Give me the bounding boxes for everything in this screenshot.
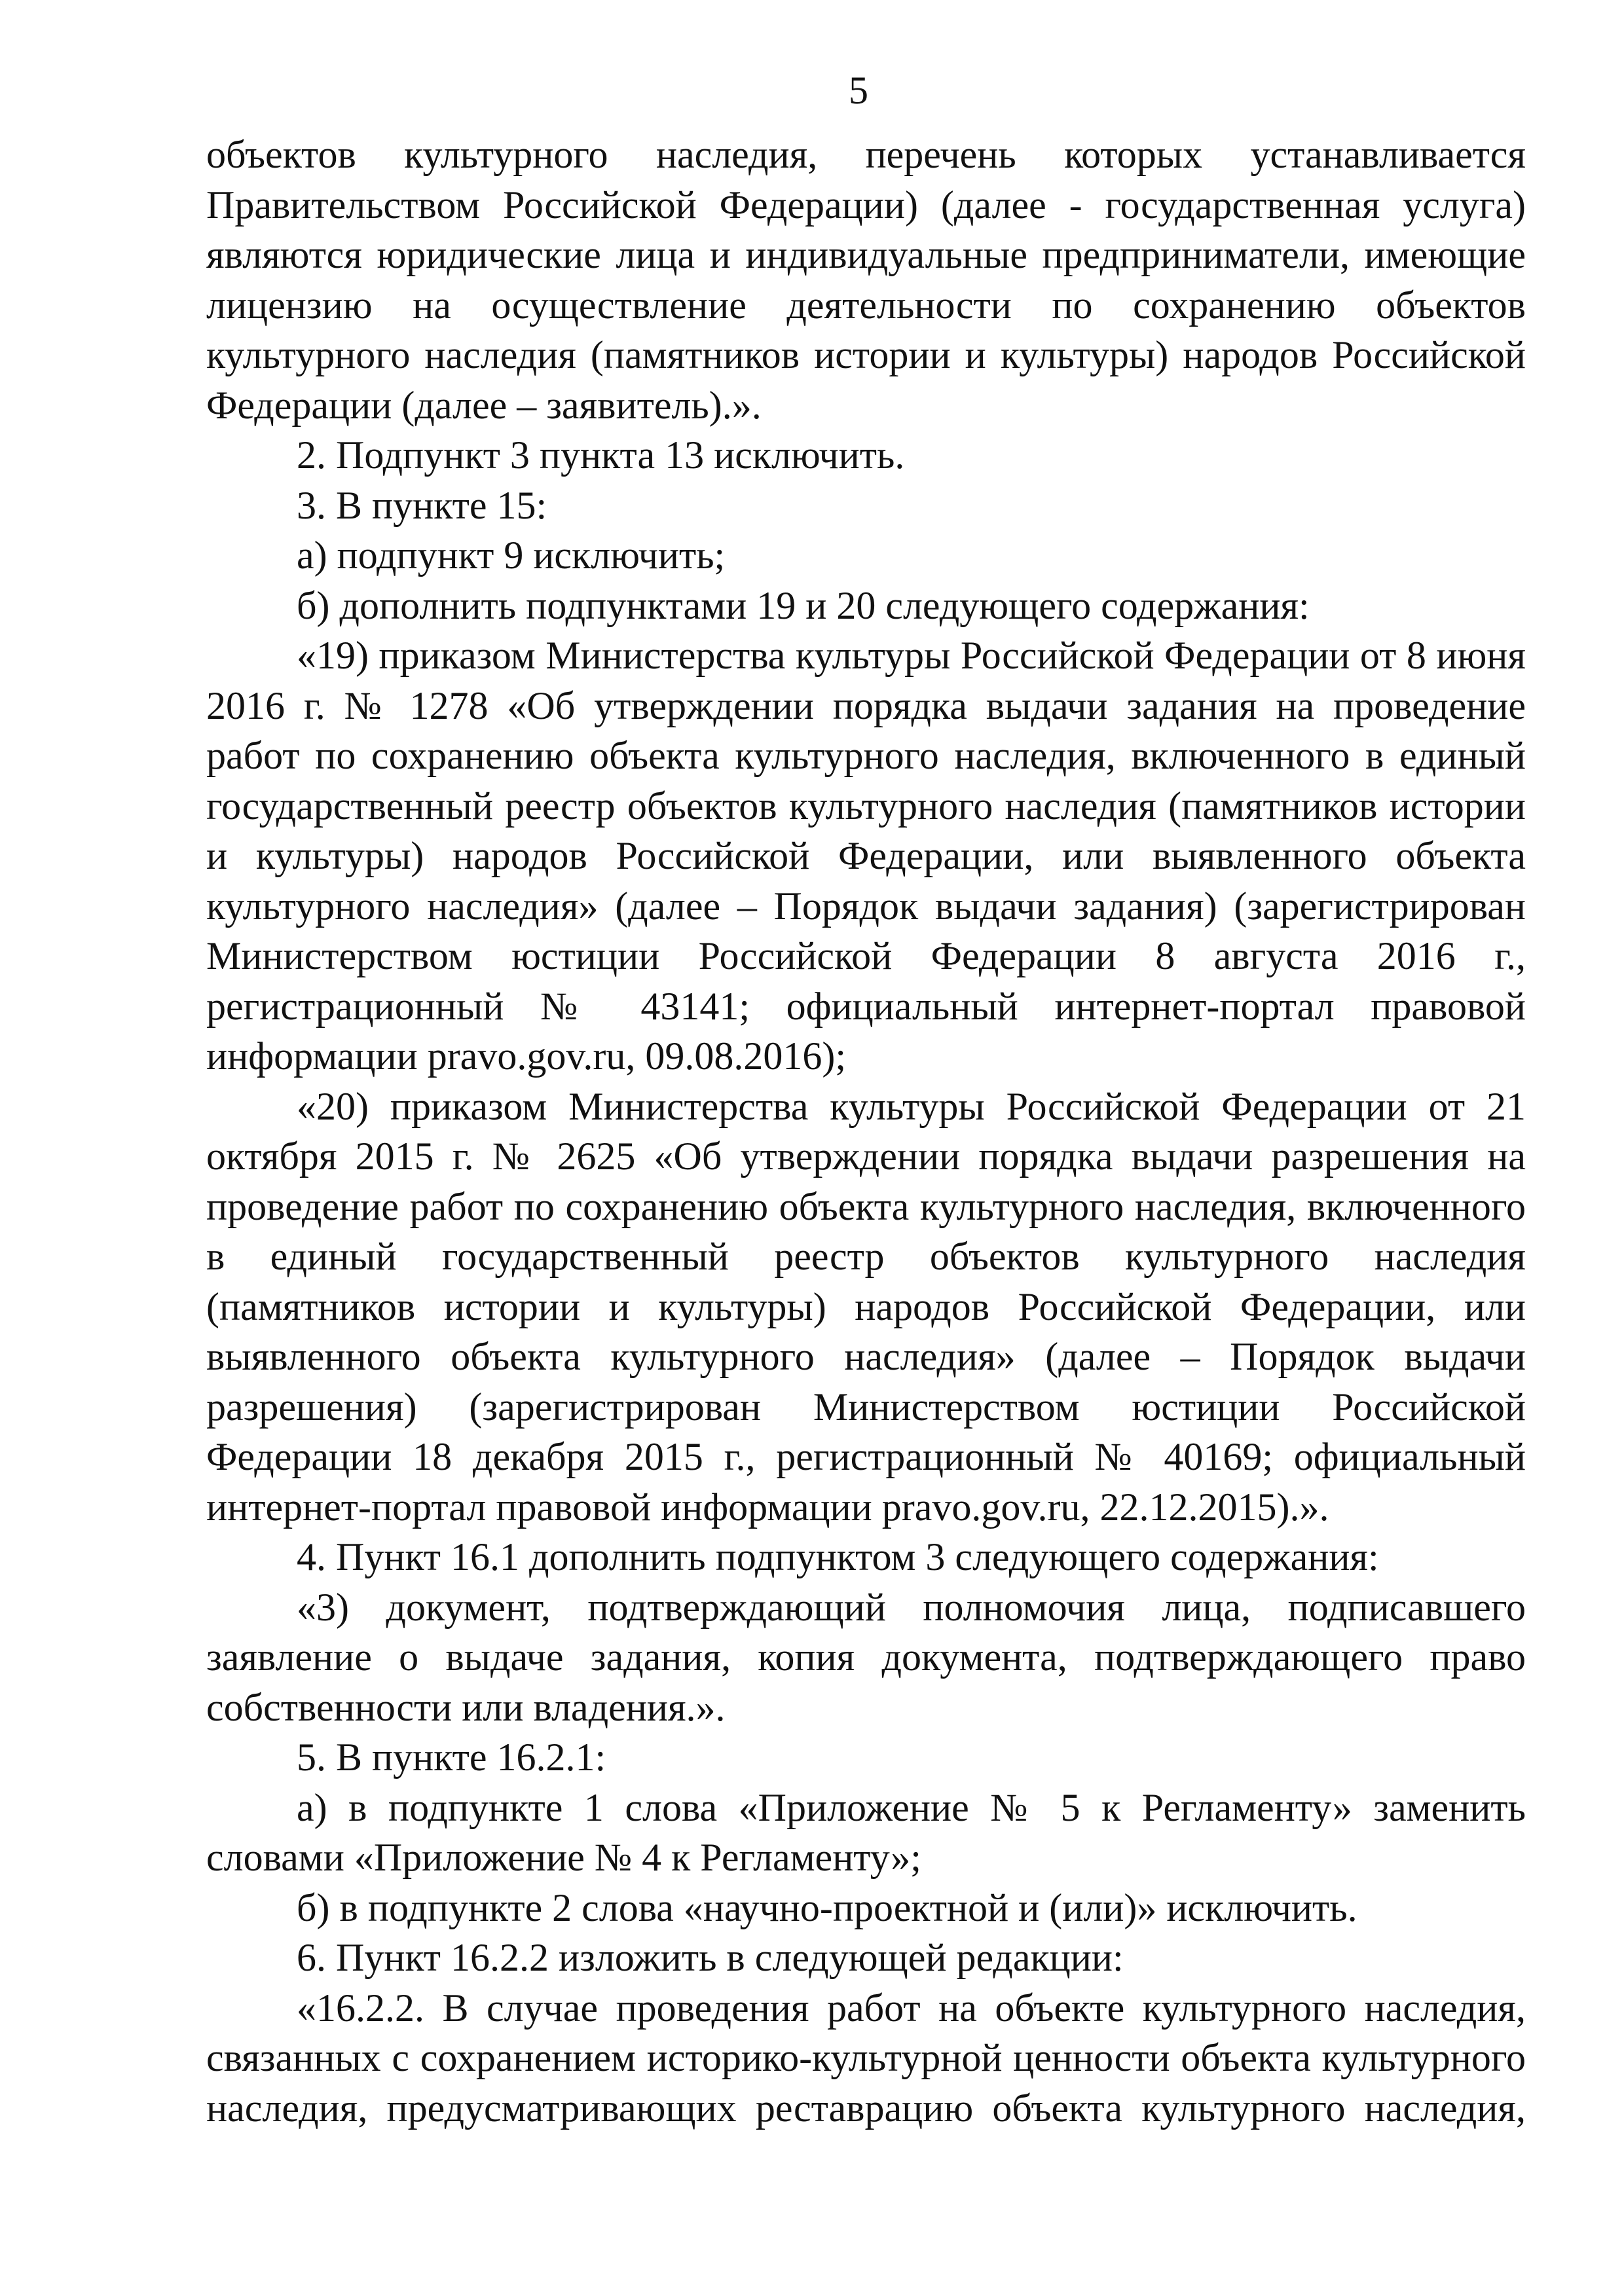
- paragraph-item-3b: б) дополнить подпунктами 19 и 20 следующего содержания:: [297, 583, 1310, 627]
- document-body: [206, 130, 1526, 2133]
- paragraph-item-3a: а) подпункт 9 исключить;: [297, 534, 726, 577]
- paragraph-item-6: 6. Пункт 16.2.2 изложить в следующей редакции:: [297, 1936, 1124, 1979]
- paragraph-item-3: 3. В пункте 15:: [297, 483, 547, 527]
- paragraph-item-2: 2. Подпункт 3 пункта 13 исключить.: [297, 433, 905, 477]
- paragraph-intro-continuation: объектов культурного наследия, перечень которых устанавливается Правительством Российской Федерации) (далее - государственная услуга) являются юридические лица и индивидуальные предприниматели, имеющие лицензию на осуществление деятельности по сохранению объектов культурного наследия (памятников истории и культуры) народов Российской Федерации (далее – заявитель).».: [206, 133, 1526, 427]
- paragraph-subitem-19: «19) приказом Министерства культуры Российской Федерации от 8 июня 2016 г. № 1278 «Об утверждении порядка выдачи задания на проведение работ по сохранению объекта культурного наследия, включенного в единый государственный реестр объектов культурного наследия (памятников истории и культуры) народов Российской Федерации, или выявленного объекта культурного наследия» (далее – Порядок выдачи задания) (зарегистрирован Министерством юстиции Российской Федерации 8 августа 2016 г., регистрационный № 43141; официальный интернет-портал правовой информации pravo.gov.ru, 09.08.2016);: [206, 634, 1526, 1078]
- paragraph-item-5: 5. В пункте 16.2.1:: [297, 1736, 606, 1779]
- paragraph-item-16-2-2: «16.2.2. В случае проведения работ на объекте культурного наследия, связанных с сохранением историко-культурной ценности объекта культурного наследия, предусматривающих реставрацию объекта культурного наследия,: [206, 1986, 1526, 2130]
- paragraph-item-5a: а) в подпункте 1 слова «Приложение № 5 к Регламенту» заменить словами «Приложение № 4 к Регламенту»;: [206, 1785, 1526, 1879]
- page-number: 5: [849, 69, 868, 112]
- paragraph-item-5b: б) в подпункте 2 слова «научно-проектной и (или)» исключить.: [297, 1886, 1357, 1929]
- paragraph-item-4: 4. Пункт 16.1 дополнить подпунктом 3 следующего содержания:: [297, 1535, 1379, 1578]
- paragraph-subitem-3: «3) документ, подтверждающий полномочия лица, подписавшего заявление о выдаче задания, копия документа, подтверждающего право собственности или владения.».: [206, 1585, 1526, 1729]
- paragraph-subitem-20: «20) приказом Министерства культуры Российской Федерации от 21 октября 2015 г. № 2625 «Об утверждении порядка выдачи разрешения на проведение работ по сохранению объекта культурного наследия, включенного в единый государственный реестр объектов культурного наследия (памятников истории и культуры) народов Российской Федерации, или выявленного объекта культурного наследия» (далее – Порядок выдачи разрешения) (зарегистрирован Министерством юстиции Российской Федерации 18 декабря 2015 г., регистрационный № 40169; официальный интернет-портал правовой информации pravo.gov.ru, 22.12.2015).».: [206, 1084, 1526, 1529]
